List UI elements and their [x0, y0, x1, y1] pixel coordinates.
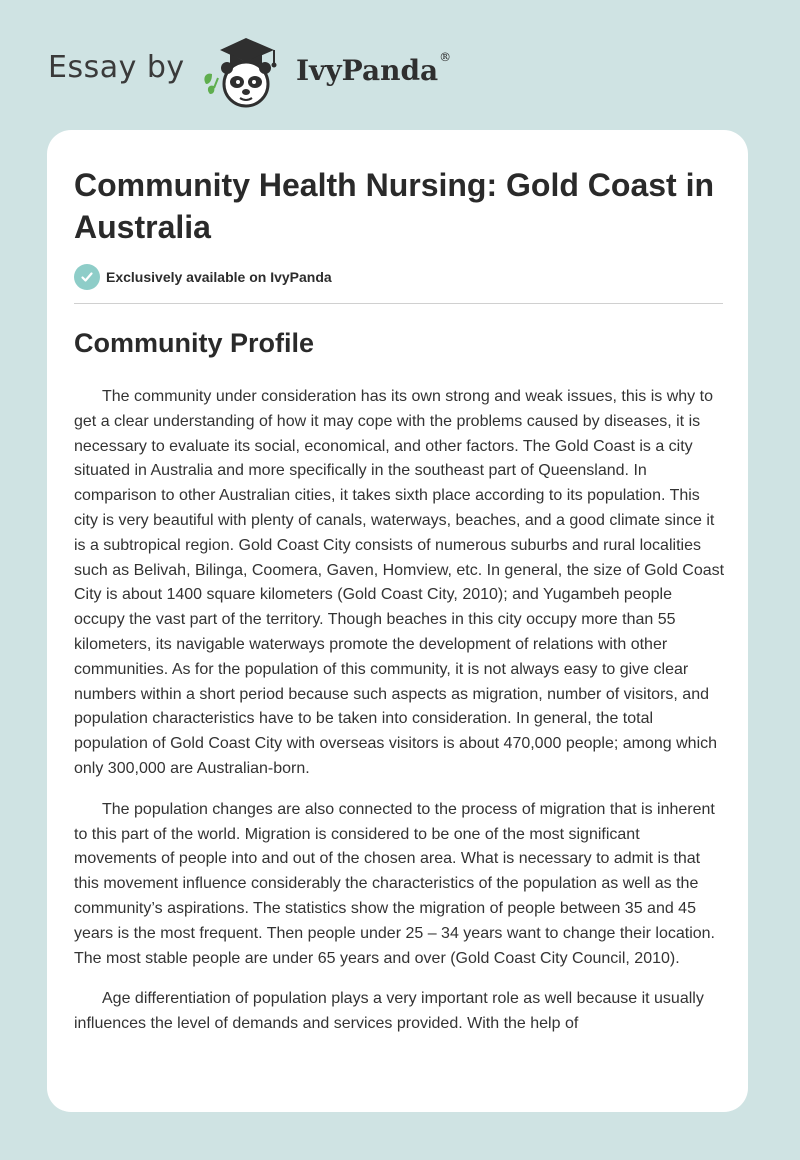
- article-body: [74, 385, 726, 1053]
- check-icon: [74, 264, 100, 290]
- exclusive-label: Exclusively available on IvyPanda: [106, 269, 332, 285]
- brand-text: IvyPanda: [296, 54, 439, 87]
- ivypanda-brand-name[interactable]: [296, 50, 452, 87]
- section-heading: Community Profile: [74, 328, 315, 358]
- paragraph: Age differentiation of population plays a very important role as well because it usually influences the level of demands and services provided. With the help of: [74, 990, 704, 1033]
- exclusive-badge: [74, 264, 332, 290]
- divider: [74, 303, 723, 304]
- essay-by-label: Essay by: [48, 50, 185, 85]
- ivypanda-logo-icon[interactable]: [200, 32, 290, 112]
- article-title: Community Health Nursing: Gold Coast in Australia: [74, 167, 715, 245]
- article-card: [47, 130, 748, 1112]
- registered-mark: ®: [439, 50, 452, 64]
- paragraph: The population changes are also connected to the process of migration that is inherent to this part of the world. Migration is considered to be one of the most significant movements of people into and out of the chosen area. What is necessary to admit is that this movement influence considerably the characteristics of the population as well as the community’s aspirations. The statistics show the migration of people between 35 and 45 years is the most frequent. Then people under 25 – 34 years want to change their location. The most stable people are under 65 years and over (Gold Coast City Council, 2010).: [74, 800, 715, 967]
- paragraph: The community under consideration has its own strong and weak issues, this is why to get a clear understanding of how it may cope with the problems caused by diseases, it is necessary to evaluate its social, economical, and other factors. The Gold Coast is a city situated in Australia and more specifically in the southeast part of Queensland. In comparison to other Australian cities, it takes sixth place according to its population. This city is very beautiful with plenty of canals, waterways, beaches, and a good climate since it is a subtropical region. Gold Coast City consists of numerous suburbs and rural localities such as Belivah, Bilinga, Coomera, Gaven, Homview, etc. In general, the size of Gold Coast City is about 1400 square kilometers (Gold Coast City, 2010); and Yugambeh people occupy the vast part of the territory. Though beaches in this city occupy more than 55 kilometers, its navigable waterways promote the development of relations with other communities. As for the population of this community, it is not always easy to give clear numbers within a short period because such aspects as migration, number of visitors, and population characteristics have to be taken into consideration. In general, the total population of Gold Coast City with overseas visitors is about 470,000 people; among which only 300,000 are Australian-born.: [74, 388, 725, 777]
- site-header: [0, 0, 800, 130]
